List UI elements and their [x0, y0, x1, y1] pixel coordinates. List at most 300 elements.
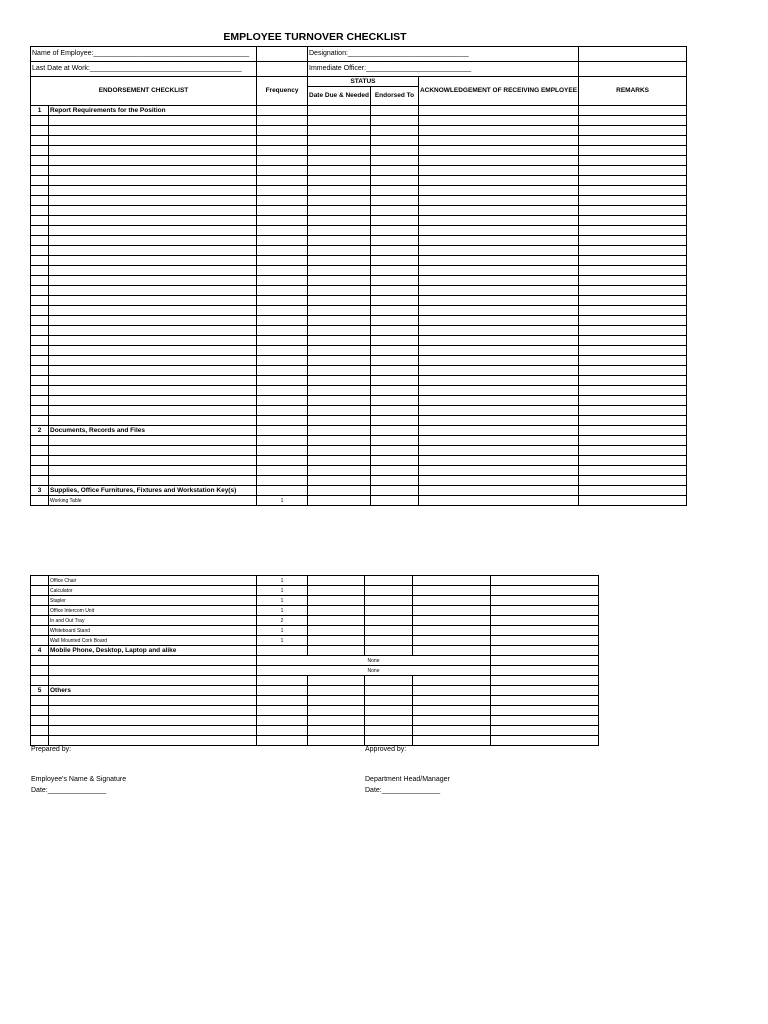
- blank-cell[interactable]: [370, 136, 418, 146]
- blank-cell[interactable]: [49, 226, 257, 236]
- blank-cell[interactable]: [370, 216, 418, 226]
- blank-cell[interactable]: [418, 356, 578, 366]
- blank-cell[interactable]: [418, 156, 578, 166]
- blank-cell[interactable]: [579, 436, 687, 446]
- blank-cell[interactable]: [257, 146, 308, 156]
- blank-cell[interactable]: [418, 326, 578, 336]
- blank-cell[interactable]: [418, 256, 578, 266]
- blank-cell[interactable]: [365, 706, 413, 716]
- blank-cell[interactable]: [491, 606, 599, 616]
- blank-cell[interactable]: [257, 156, 308, 166]
- blank-cell[interactable]: [257, 716, 308, 726]
- blank-cell[interactable]: [370, 436, 418, 446]
- blank-cell[interactable]: [365, 576, 413, 586]
- blank-cell[interactable]: [257, 106, 308, 116]
- blank-cell[interactable]: [370, 426, 418, 436]
- blank-cell[interactable]: [308, 156, 371, 166]
- blank-cell[interactable]: [257, 646, 308, 656]
- blank-cell[interactable]: [579, 226, 687, 236]
- blank-cell[interactable]: [257, 416, 308, 426]
- blank-cell[interactable]: [308, 436, 371, 446]
- blank-cell[interactable]: [49, 366, 257, 376]
- blank-cell[interactable]: [418, 366, 578, 376]
- blank-cell[interactable]: [308, 716, 365, 726]
- blank-cell[interactable]: [49, 316, 257, 326]
- blank-cell[interactable]: [308, 726, 365, 736]
- blank-cell[interactable]: [370, 336, 418, 346]
- blank-cell[interactable]: [308, 216, 371, 226]
- blank-cell[interactable]: [308, 116, 371, 126]
- blank-cell[interactable]: [370, 356, 418, 366]
- blank-cell[interactable]: [579, 326, 687, 336]
- blank-cell[interactable]: [491, 576, 599, 586]
- blank-cell[interactable]: [579, 396, 687, 406]
- blank-cell[interactable]: [418, 456, 578, 466]
- blank-cell[interactable]: [579, 316, 687, 326]
- blank-cell[interactable]: [308, 736, 365, 746]
- blank-cell[interactable]: [413, 646, 491, 656]
- blank-cell[interactable]: [49, 696, 257, 706]
- blank-cell[interactable]: [257, 196, 308, 206]
- blank-cell[interactable]: [308, 256, 371, 266]
- blank-cell[interactable]: [49, 456, 257, 466]
- blank-cell[interactable]: [49, 356, 257, 366]
- blank-cell[interactable]: [365, 646, 413, 656]
- blank-cell[interactable]: [49, 306, 257, 316]
- blank-cell[interactable]: [413, 716, 491, 726]
- blank-cell[interactable]: [257, 276, 308, 286]
- blank-cell[interactable]: [308, 366, 371, 376]
- blank-cell[interactable]: [257, 286, 308, 296]
- blank-cell[interactable]: [308, 686, 365, 696]
- blank-cell[interactable]: [418, 276, 578, 286]
- blank-cell[interactable]: [579, 426, 687, 436]
- blank-cell[interactable]: [308, 486, 371, 496]
- blank-cell[interactable]: [579, 296, 687, 306]
- blank-cell[interactable]: [49, 206, 257, 216]
- blank-cell[interactable]: [418, 426, 578, 436]
- blank-cell[interactable]: [49, 416, 257, 426]
- blank-cell[interactable]: [308, 146, 371, 156]
- blank-cell[interactable]: [418, 126, 578, 136]
- blank-cell[interactable]: [413, 636, 491, 646]
- blank-cell[interactable]: [418, 486, 578, 496]
- blank-cell[interactable]: [491, 636, 599, 646]
- blank-cell[interactable]: [49, 136, 257, 146]
- blank-cell[interactable]: [257, 446, 308, 456]
- blank-cell[interactable]: [413, 616, 491, 626]
- blank-cell[interactable]: [413, 576, 491, 586]
- blank-cell[interactable]: [370, 196, 418, 206]
- blank-cell[interactable]: [579, 166, 687, 176]
- blank-cell[interactable]: [257, 336, 308, 346]
- department-date-field[interactable]: Date:_______________: [365, 787, 441, 794]
- blank-cell[interactable]: [413, 686, 491, 696]
- blank-cell[interactable]: [257, 476, 308, 486]
- blank-cell[interactable]: [49, 156, 257, 166]
- blank-cell[interactable]: [308, 346, 371, 356]
- blank-cell[interactable]: [308, 376, 371, 386]
- blank-cell[interactable]: [370, 316, 418, 326]
- blank-cell[interactable]: [579, 266, 687, 276]
- blank-cell[interactable]: [257, 256, 308, 266]
- employee-name-field[interactable]: Name of Employee:________________________________________: [31, 47, 257, 62]
- blank-cell[interactable]: [370, 486, 418, 496]
- blank-cell[interactable]: [49, 246, 257, 256]
- blank-cell[interactable]: [579, 476, 687, 486]
- blank-cell[interactable]: [370, 176, 418, 186]
- blank-cell[interactable]: [365, 616, 413, 626]
- blank-cell[interactable]: [308, 196, 371, 206]
- blank-cell[interactable]: [418, 336, 578, 346]
- blank-cell[interactable]: [491, 656, 599, 666]
- blank-cell[interactable]: [418, 296, 578, 306]
- designation-field[interactable]: Designation:_______________________________: [308, 47, 579, 62]
- blank-cell[interactable]: [49, 466, 257, 476]
- blank-cell[interactable]: [49, 376, 257, 386]
- blank-cell[interactable]: [370, 496, 418, 506]
- blank-cell[interactable]: [257, 306, 308, 316]
- blank-cell[interactable]: [308, 186, 371, 196]
- blank-cell[interactable]: [491, 666, 599, 676]
- blank-cell[interactable]: [370, 286, 418, 296]
- blank-cell[interactable]: [365, 696, 413, 706]
- blank-cell[interactable]: [579, 216, 687, 226]
- blank-cell[interactable]: [370, 446, 418, 456]
- blank-cell[interactable]: [257, 176, 308, 186]
- blank-cell[interactable]: [49, 676, 257, 686]
- blank-cell[interactable]: [257, 706, 308, 716]
- blank-cell[interactable]: [491, 716, 599, 726]
- blank-cell[interactable]: [418, 136, 578, 146]
- blank-cell[interactable]: [308, 476, 371, 486]
- blank-cell[interactable]: [370, 146, 418, 156]
- blank-cell[interactable]: [308, 456, 371, 466]
- blank-cell[interactable]: [257, 216, 308, 226]
- immediate-officer-field[interactable]: Immediate Officer:___________________________: [308, 62, 579, 77]
- blank-cell[interactable]: [365, 726, 413, 736]
- blank-cell[interactable]: [491, 706, 599, 716]
- blank-cell[interactable]: [370, 466, 418, 476]
- blank-cell[interactable]: [257, 346, 308, 356]
- blank-cell[interactable]: [257, 676, 308, 686]
- blank-cell[interactable]: [579, 196, 687, 206]
- blank-cell[interactable]: [308, 406, 371, 416]
- blank-cell[interactable]: [365, 596, 413, 606]
- blank-cell[interactable]: [257, 236, 308, 246]
- blank-cell[interactable]: [308, 126, 371, 136]
- blank-cell[interactable]: [257, 396, 308, 406]
- blank-cell[interactable]: [491, 616, 599, 626]
- blank-cell[interactable]: [579, 146, 687, 156]
- blank-cell[interactable]: [308, 236, 371, 246]
- blank-cell[interactable]: [579, 386, 687, 396]
- blank-cell[interactable]: [49, 386, 257, 396]
- blank-cell[interactable]: [418, 166, 578, 176]
- blank-cell[interactable]: [308, 496, 371, 506]
- blank-cell[interactable]: [308, 276, 371, 286]
- blank-cell[interactable]: [579, 286, 687, 296]
- blank-cell[interactable]: [418, 206, 578, 216]
- blank-cell[interactable]: [49, 396, 257, 406]
- blank-cell[interactable]: [370, 116, 418, 126]
- blank-cell[interactable]: [308, 426, 371, 436]
- blank-cell[interactable]: [257, 456, 308, 466]
- blank-cell[interactable]: [308, 226, 371, 236]
- blank-cell[interactable]: [418, 346, 578, 356]
- blank-cell[interactable]: [413, 676, 491, 686]
- blank-cell[interactable]: [413, 696, 491, 706]
- blank-cell[interactable]: [579, 116, 687, 126]
- blank-cell[interactable]: [308, 706, 365, 716]
- blank-cell[interactable]: [370, 266, 418, 276]
- blank-cell[interactable]: [365, 626, 413, 636]
- blank-cell[interactable]: [370, 246, 418, 256]
- blank-cell[interactable]: [365, 736, 413, 746]
- blank-cell[interactable]: [491, 696, 599, 706]
- blank-cell[interactable]: [49, 146, 257, 156]
- blank-cell[interactable]: [579, 206, 687, 216]
- blank-cell[interactable]: [579, 446, 687, 456]
- blank-cell[interactable]: [308, 446, 371, 456]
- blank-cell[interactable]: [257, 126, 308, 136]
- blank-cell[interactable]: [370, 396, 418, 406]
- blank-cell[interactable]: [418, 386, 578, 396]
- blank-cell[interactable]: [308, 286, 371, 296]
- blank-cell[interactable]: [370, 386, 418, 396]
- blank-cell[interactable]: [370, 296, 418, 306]
- blank-cell[interactable]: [579, 126, 687, 136]
- blank-cell[interactable]: [308, 136, 371, 146]
- blank-cell[interactable]: [370, 186, 418, 196]
- blank-cell[interactable]: [370, 126, 418, 136]
- employee-date-field[interactable]: Date:_______________: [31, 787, 107, 794]
- blank-cell[interactable]: [308, 676, 365, 686]
- blank-cell[interactable]: [49, 346, 257, 356]
- blank-cell[interactable]: [418, 106, 578, 116]
- blank-cell[interactable]: [579, 186, 687, 196]
- blank-cell[interactable]: [308, 626, 365, 636]
- blank-cell[interactable]: [308, 246, 371, 256]
- blank-cell[interactable]: [579, 486, 687, 496]
- blank-cell[interactable]: [579, 336, 687, 346]
- blank-cell[interactable]: [365, 716, 413, 726]
- blank-cell[interactable]: [49, 736, 257, 746]
- blank-cell[interactable]: [418, 176, 578, 186]
- blank-cell[interactable]: [413, 706, 491, 716]
- blank-cell[interactable]: [579, 136, 687, 146]
- blank-cell[interactable]: [370, 206, 418, 216]
- blank-cell[interactable]: [308, 696, 365, 706]
- blank-cell[interactable]: [49, 716, 257, 726]
- blank-cell[interactable]: [579, 106, 687, 116]
- blank-cell[interactable]: [370, 306, 418, 316]
- blank-cell[interactable]: [418, 146, 578, 156]
- blank-cell[interactable]: [491, 626, 599, 636]
- blank-cell[interactable]: [579, 466, 687, 476]
- blank-cell[interactable]: [308, 606, 365, 616]
- blank-cell[interactable]: [49, 266, 257, 276]
- blank-cell[interactable]: [370, 276, 418, 286]
- blank-cell[interactable]: [49, 276, 257, 286]
- blank-cell[interactable]: [49, 436, 257, 446]
- blank-cell[interactable]: [418, 266, 578, 276]
- blank-cell[interactable]: [257, 376, 308, 386]
- blank-cell[interactable]: [257, 356, 308, 366]
- blank-cell[interactable]: [257, 726, 308, 736]
- blank-cell[interactable]: [308, 326, 371, 336]
- blank-cell[interactable]: [370, 106, 418, 116]
- blank-cell[interactable]: [257, 226, 308, 236]
- blank-cell[interactable]: [257, 386, 308, 396]
- blank-cell[interactable]: [257, 136, 308, 146]
- blank-cell[interactable]: [49, 326, 257, 336]
- blank-cell[interactable]: [418, 416, 578, 426]
- blank-cell[interactable]: [418, 446, 578, 456]
- blank-cell[interactable]: [418, 466, 578, 476]
- blank-cell[interactable]: [257, 486, 308, 496]
- blank-cell[interactable]: [370, 226, 418, 236]
- blank-cell[interactable]: [491, 676, 599, 686]
- blank-cell[interactable]: [49, 126, 257, 136]
- blank-cell[interactable]: [308, 636, 365, 646]
- blank-cell[interactable]: [418, 376, 578, 386]
- blank-cell[interactable]: [308, 576, 365, 586]
- blank-cell[interactable]: [370, 366, 418, 376]
- blank-cell[interactable]: [418, 496, 578, 506]
- blank-cell[interactable]: [49, 406, 257, 416]
- blank-cell[interactable]: [418, 306, 578, 316]
- blank-cell[interactable]: [257, 426, 308, 436]
- blank-cell[interactable]: [308, 206, 371, 216]
- blank-cell[interactable]: [49, 236, 257, 246]
- blank-cell[interactable]: [579, 306, 687, 316]
- blank-cell[interactable]: [418, 316, 578, 326]
- blank-cell[interactable]: [365, 676, 413, 686]
- blank-cell[interactable]: [579, 256, 687, 266]
- blank-cell[interactable]: [257, 296, 308, 306]
- blank-cell[interactable]: [308, 266, 371, 276]
- blank-cell[interactable]: [491, 736, 599, 746]
- blank-cell[interactable]: [257, 736, 308, 746]
- blank-cell[interactable]: [308, 466, 371, 476]
- blank-cell[interactable]: [257, 206, 308, 216]
- blank-cell[interactable]: [370, 376, 418, 386]
- blank-cell[interactable]: [370, 236, 418, 246]
- blank-cell[interactable]: [413, 626, 491, 636]
- blank-cell[interactable]: [579, 176, 687, 186]
- blank-cell[interactable]: [257, 316, 308, 326]
- blank-cell[interactable]: [370, 456, 418, 466]
- blank-cell[interactable]: [413, 606, 491, 616]
- blank-cell[interactable]: [579, 276, 687, 286]
- blank-cell[interactable]: [413, 586, 491, 596]
- blank-cell[interactable]: [257, 686, 308, 696]
- blank-cell[interactable]: [49, 446, 257, 456]
- blank-cell[interactable]: [413, 596, 491, 606]
- blank-cell[interactable]: [413, 726, 491, 736]
- blank-cell[interactable]: [49, 196, 257, 206]
- blank-cell[interactable]: [418, 476, 578, 486]
- blank-cell[interactable]: [418, 116, 578, 126]
- blank-cell[interactable]: [308, 356, 371, 366]
- blank-cell[interactable]: [418, 186, 578, 196]
- blank-cell[interactable]: [579, 346, 687, 356]
- blank-cell[interactable]: [49, 336, 257, 346]
- blank-cell[interactable]: [365, 686, 413, 696]
- blank-cell[interactable]: [579, 156, 687, 166]
- blank-cell[interactable]: [418, 406, 578, 416]
- blank-cell[interactable]: [418, 226, 578, 236]
- blank-cell[interactable]: [49, 216, 257, 226]
- blank-cell[interactable]: [418, 216, 578, 226]
- blank-cell[interactable]: [308, 616, 365, 626]
- blank-cell[interactable]: [49, 186, 257, 196]
- blank-cell[interactable]: [579, 376, 687, 386]
- blank-cell[interactable]: [370, 166, 418, 176]
- blank-cell[interactable]: [370, 346, 418, 356]
- last-date-field[interactable]: Last Date at Work:_______________________________________: [31, 62, 257, 77]
- blank-cell[interactable]: [308, 316, 371, 326]
- blank-cell[interactable]: [491, 686, 599, 696]
- blank-cell[interactable]: [418, 436, 578, 446]
- blank-cell[interactable]: [370, 156, 418, 166]
- blank-cell[interactable]: [49, 726, 257, 736]
- blank-cell[interactable]: [579, 356, 687, 366]
- blank-cell[interactable]: [491, 586, 599, 596]
- blank-cell[interactable]: [257, 366, 308, 376]
- blank-cell[interactable]: [579, 496, 687, 506]
- blank-cell[interactable]: [257, 326, 308, 336]
- blank-cell[interactable]: [308, 296, 371, 306]
- blank-cell[interactable]: [308, 596, 365, 606]
- blank-cell[interactable]: [491, 726, 599, 736]
- blank-cell[interactable]: [308, 586, 365, 596]
- blank-cell[interactable]: [257, 406, 308, 416]
- blank-cell[interactable]: [308, 106, 371, 116]
- blank-cell[interactable]: [257, 166, 308, 176]
- blank-cell[interactable]: [418, 396, 578, 406]
- blank-cell[interactable]: [49, 706, 257, 716]
- blank-cell[interactable]: [257, 696, 308, 706]
- blank-cell[interactable]: [365, 606, 413, 616]
- blank-cell[interactable]: [418, 286, 578, 296]
- blank-cell[interactable]: [579, 236, 687, 246]
- blank-cell[interactable]: [579, 456, 687, 466]
- blank-cell[interactable]: [308, 396, 371, 406]
- blank-cell[interactable]: [49, 476, 257, 486]
- blank-cell[interactable]: [308, 416, 371, 426]
- blank-cell[interactable]: [308, 386, 371, 396]
- blank-cell[interactable]: [49, 166, 257, 176]
- blank-cell[interactable]: [49, 256, 257, 266]
- blank-cell[interactable]: [491, 596, 599, 606]
- blank-cell[interactable]: [365, 636, 413, 646]
- blank-cell[interactable]: [418, 236, 578, 246]
- blank-cell[interactable]: [257, 436, 308, 446]
- blank-cell[interactable]: [370, 416, 418, 426]
- blank-cell[interactable]: [370, 256, 418, 266]
- blank-cell[interactable]: [418, 196, 578, 206]
- blank-cell[interactable]: [579, 416, 687, 426]
- blank-cell[interactable]: [413, 736, 491, 746]
- blank-cell[interactable]: [370, 326, 418, 336]
- blank-cell[interactable]: [257, 266, 308, 276]
- blank-cell[interactable]: [579, 406, 687, 416]
- blank-cell[interactable]: [257, 116, 308, 126]
- blank-cell[interactable]: [308, 646, 365, 656]
- blank-cell[interactable]: [308, 336, 371, 346]
